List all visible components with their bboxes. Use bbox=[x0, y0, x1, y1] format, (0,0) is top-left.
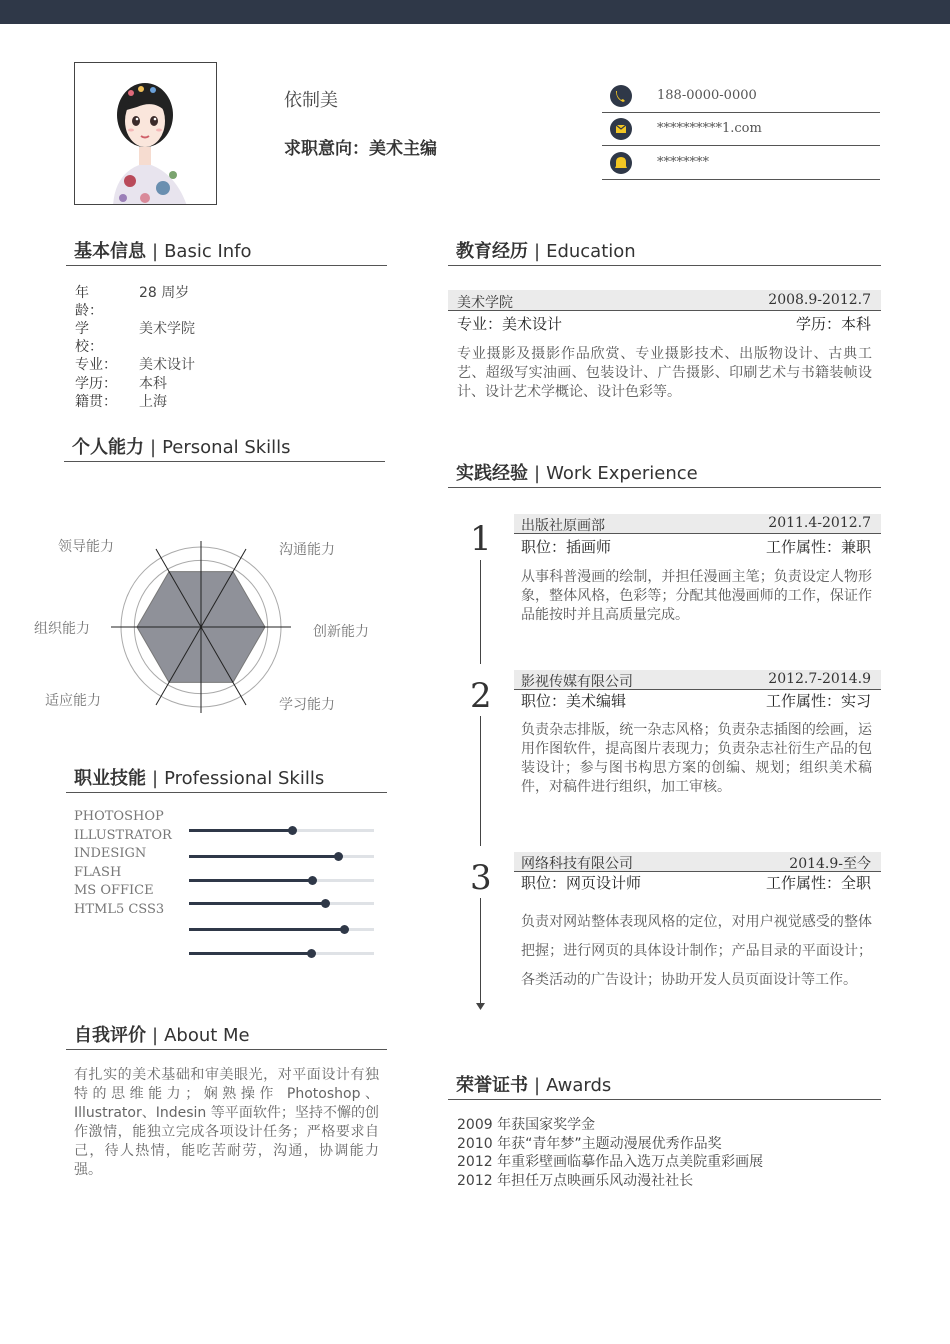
personal-skills-title: 个人能力 | Personal Skills bbox=[72, 437, 291, 458]
skill-bar bbox=[189, 879, 374, 882]
skill-name: MS OFFICE bbox=[74, 883, 154, 898]
degree-value: 本科 bbox=[139, 376, 167, 392]
email-text: **********1.com bbox=[657, 121, 762, 136]
skill-name: FLASH bbox=[74, 864, 122, 880]
skill-bar-knob bbox=[308, 876, 317, 885]
education-description: 专业摄影及摄影作品欣赏、专业摄影技术、出版物设计、古典工艺、超级写实油画、包装设计、广告摄影、印刷艺术与书籍装帧设计、设计艺术学概论、设计色彩等。 bbox=[457, 346, 872, 400]
phone-text: 188-0000-0000 bbox=[657, 88, 757, 103]
skill-bar-knob bbox=[340, 925, 349, 934]
contact-email bbox=[602, 113, 880, 146]
job-intent: 求职意向：美术主编 bbox=[284, 139, 437, 159]
contact-phone bbox=[602, 80, 880, 113]
personal-skills-divider bbox=[64, 461, 385, 462]
skill-name: PHOTOSHOP bbox=[74, 809, 164, 824]
skill-bar-fill bbox=[189, 952, 311, 955]
work-number: 1 bbox=[470, 519, 492, 559]
skill-name: INDESIGN bbox=[74, 846, 147, 861]
job-position: 职位：网页设计师 bbox=[521, 874, 642, 892]
chat-text: ******** bbox=[657, 155, 709, 170]
age-label: 年 龄： bbox=[75, 285, 103, 319]
award-item: 2010 年获“青年梦”主题动漫展优秀作品奖 bbox=[457, 1135, 722, 1152]
job-period: 2014.9-至今 bbox=[789, 856, 871, 872]
education-major: 专业：美术设计 bbox=[457, 315, 563, 333]
job-type: 工作属性：兼职 bbox=[765, 538, 871, 556]
skill-bar-knob bbox=[334, 852, 343, 861]
education-school: 美术学院 bbox=[457, 295, 513, 311]
job-type: 工作属性：实习 bbox=[765, 692, 871, 710]
award-item: 2012 年担任万点映画乐风动漫社社长 bbox=[457, 1172, 694, 1189]
timeline-line bbox=[480, 898, 481, 1004]
education-title: 教育经历 | Education bbox=[456, 241, 636, 262]
radar-label-organization: 组织能力 bbox=[34, 621, 90, 637]
avatar-illustration bbox=[75, 63, 217, 205]
major-value: 美术设计 bbox=[139, 357, 195, 373]
basic-info-divider bbox=[66, 265, 387, 266]
radar-label-leadership: 领导能力 bbox=[58, 539, 114, 555]
job-position: 职位：插画师 bbox=[521, 538, 612, 556]
skill-bar-fill bbox=[189, 855, 339, 858]
work-number: 2 bbox=[470, 676, 492, 716]
education-period: 2008.9-2012.7 bbox=[768, 292, 871, 308]
skill-names-list bbox=[74, 808, 172, 919]
award-item: 2009 年获国家奖学金 bbox=[457, 1117, 596, 1133]
email-icon bbox=[610, 118, 632, 140]
professional-skills-divider bbox=[66, 792, 387, 793]
degree-label: 学历： bbox=[75, 376, 117, 392]
job-position: 职位：美术编辑 bbox=[521, 692, 627, 710]
job-period: 2011.4-2012.7 bbox=[768, 515, 871, 531]
job-description: 负责对网站整体表现风格的定位，对用户视觉感受的整体把握；进行网页的具体设计制作；产品目录的平面设计；各类活动的广告设计；协助开发人员页面设计等工作。 bbox=[521, 914, 872, 988]
radar-label-learning: 学习能力 bbox=[279, 697, 335, 713]
skill-name: HTML5 CSS3 bbox=[74, 901, 165, 917]
top-bar bbox=[0, 0, 950, 24]
job-description: 负责杂志排版，统一杂志风格；负责杂志插图的绘画，运用作图软件，提高图片表现力；负责杂志社衍生产品的包装设计；参与图书构思方案的创编、规划；组织美术稿件，对稿件进行组织，加工审核。 bbox=[521, 722, 872, 795]
awards-divider bbox=[448, 1099, 881, 1100]
job-description: 从事科普漫画的绘制，并担任漫画主笔；负责设定人物形象，整体风格，色彩等；分配其他漫画师的工作，保证作品能按时并且高质量完成。 bbox=[521, 569, 872, 623]
job-period: 2012.7-2014.9 bbox=[768, 671, 871, 687]
education-divider bbox=[448, 265, 881, 266]
school-label: 学 校： bbox=[75, 321, 103, 355]
phone-icon bbox=[610, 85, 632, 107]
awards-title: 荣誉证书 | Awards bbox=[456, 1075, 612, 1096]
work-number: 3 bbox=[470, 858, 492, 898]
contact-chat bbox=[602, 147, 880, 180]
job-type: 工作属性：全职 bbox=[765, 874, 871, 892]
work-experience-title: 实践经验 | Work Experience bbox=[456, 463, 698, 484]
skill-bar bbox=[189, 829, 374, 832]
basic-info-title: 基本信息 | Basic Info bbox=[74, 241, 252, 262]
timeline-line bbox=[480, 716, 481, 846]
skill-bar-fill bbox=[189, 829, 293, 832]
hometown-value: 上海 bbox=[139, 394, 167, 410]
hometown-label: 籍贯： bbox=[75, 394, 117, 410]
about-me-text: 有扎实的美术基础和审美眼光，对平面设计有独特的思维能力；娴熟操作 Photoshop、Illustrator、Indesin 等平面软件；坚持不懈的创作激情，能独立完成各项设计任务；严格要求自己，待人热情，能吃苦耐劳，沟通，协调能力强。 bbox=[74, 1067, 379, 1178]
chat-icon bbox=[610, 152, 632, 174]
skill-name: ILLUSTRATOR bbox=[74, 827, 172, 843]
skill-bar bbox=[189, 855, 374, 858]
work-experience-divider bbox=[448, 487, 881, 488]
skill-bar-knob bbox=[307, 949, 316, 958]
radar-label-communication: 沟通能力 bbox=[279, 542, 335, 558]
skill-bar bbox=[189, 928, 374, 931]
age-value: 28 周岁 bbox=[139, 285, 190, 301]
school-value: 美术学院 bbox=[139, 321, 195, 337]
skill-bar bbox=[189, 952, 374, 955]
radar-label-adaptability: 适应能力 bbox=[45, 693, 101, 709]
job-bar-underline bbox=[514, 533, 881, 534]
timeline-line bbox=[480, 560, 481, 664]
skill-bar-fill bbox=[189, 902, 326, 905]
skill-bar-knob bbox=[288, 826, 297, 835]
job-company: 网络科技有限公司 bbox=[521, 856, 633, 872]
education-bar-underline bbox=[448, 310, 881, 311]
education-degree: 学历：本科 bbox=[795, 315, 871, 333]
about-me-title: 自我评价 | About Me bbox=[74, 1025, 250, 1046]
skill-bar-knob bbox=[321, 899, 330, 908]
major-label: 专业： bbox=[75, 357, 117, 373]
award-item: 2012 年重彩壁画临摹作品入选万点美院重彩画展 bbox=[457, 1154, 764, 1170]
awards-list bbox=[457, 1116, 763, 1190]
radar-label-innovation: 创新能力 bbox=[313, 624, 369, 640]
skill-bar-fill bbox=[189, 928, 344, 931]
job-company: 影视传媒有限公司 bbox=[521, 674, 633, 690]
timeline-arrow-icon bbox=[475, 1002, 486, 1012]
job-company: 出版社原画部 bbox=[521, 518, 605, 534]
person-name: 依制美 bbox=[284, 90, 338, 111]
skill-bar bbox=[189, 902, 374, 905]
avatar-photo bbox=[74, 62, 217, 205]
skills-radar-chart bbox=[110, 540, 295, 715]
professional-skills-title: 职业技能 | Professional Skills bbox=[74, 768, 325, 789]
about-me-divider bbox=[66, 1049, 387, 1050]
skill-bar-fill bbox=[189, 879, 313, 882]
